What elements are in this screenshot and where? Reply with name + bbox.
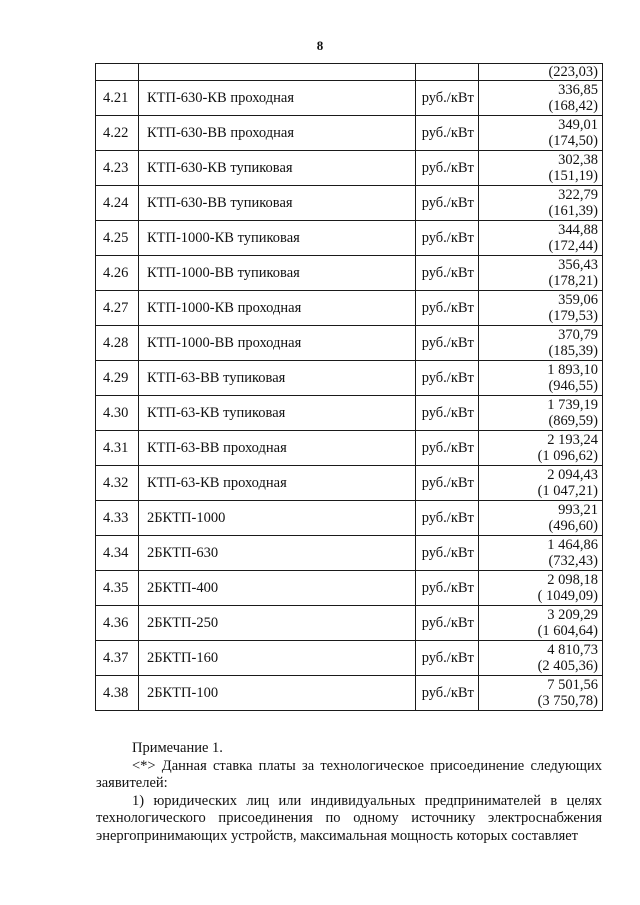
row-number: 4.23 bbox=[96, 151, 139, 186]
item-name: 2БКТП-400 bbox=[138, 571, 415, 606]
rate-subvalue: (174,50) bbox=[548, 133, 598, 149]
unit: руб./кВт bbox=[415, 151, 478, 186]
unit: руб./кВт bbox=[415, 501, 478, 536]
rate-subvalue: (168,42) bbox=[548, 98, 598, 114]
rate-cell bbox=[478, 431, 602, 466]
table-row bbox=[96, 536, 603, 571]
note-title: Примечание 1. bbox=[132, 740, 223, 756]
row-number: 4.36 bbox=[96, 606, 139, 641]
cell-empty bbox=[415, 64, 478, 81]
rate-cell bbox=[478, 326, 602, 361]
table-row bbox=[96, 116, 603, 151]
rate-value: 7 501,56 bbox=[547, 677, 598, 693]
rate-value: 1 739,19 bbox=[547, 397, 598, 413]
rate-cell bbox=[478, 151, 602, 186]
row-number: 4.34 bbox=[96, 536, 139, 571]
item-name: КТП-63-ВВ тупиковая bbox=[138, 361, 415, 396]
rate-cell bbox=[478, 221, 602, 256]
row-number: 4.27 bbox=[96, 291, 139, 326]
row-number: 4.24 bbox=[96, 186, 139, 221]
unit: руб./кВт bbox=[415, 466, 478, 501]
row-number: 4.21 bbox=[96, 81, 139, 116]
unit: руб./кВт bbox=[415, 361, 478, 396]
rate-subvalue: (1 604,64) bbox=[537, 623, 598, 639]
table-row bbox=[96, 676, 603, 711]
rate-cell bbox=[478, 501, 602, 536]
table-row bbox=[96, 606, 603, 641]
row-number: 4.28 bbox=[96, 326, 139, 361]
item-name: 2БКТП-630 bbox=[138, 536, 415, 571]
rate-cell bbox=[478, 676, 602, 711]
item-name: КТП-1000-ВВ проходная bbox=[138, 326, 415, 361]
continuation-value: (223,03) bbox=[478, 64, 602, 81]
rate-cell bbox=[478, 361, 602, 396]
rate-subvalue: (732,43) bbox=[548, 553, 598, 569]
row-number: 4.30 bbox=[96, 396, 139, 431]
unit: руб./кВт bbox=[415, 81, 478, 116]
rate-cell bbox=[478, 571, 602, 606]
unit: руб./кВт bbox=[415, 396, 478, 431]
item-name: КТП-630-ВВ проходная bbox=[138, 116, 415, 151]
rate-subvalue: (1 096,62) bbox=[537, 448, 598, 464]
item-name: 2БКТП-160 bbox=[138, 641, 415, 676]
unit: руб./кВт bbox=[415, 291, 478, 326]
rate-subvalue: (151,19) bbox=[548, 168, 598, 184]
row-number: 4.31 bbox=[96, 431, 139, 466]
rate-cell bbox=[478, 641, 602, 676]
item-name: 2БКТП-100 bbox=[138, 676, 415, 711]
rate-cell bbox=[478, 606, 602, 641]
unit: руб./кВт bbox=[415, 326, 478, 361]
table-row bbox=[96, 361, 603, 396]
note-paragraph: <*> Данная ставка платы за технологическое присоединение следующих заявителей: bbox=[96, 757, 602, 791]
rate-subvalue: (869,59) bbox=[548, 413, 598, 429]
tariff-table bbox=[95, 63, 603, 711]
rate-subvalue: (3 750,78) bbox=[537, 693, 598, 709]
note-paragraph: 1) юридических лиц или индивидуальных предпринимателей в целях технологического присоединения по одному источнику электроснабжения энергопринимающих устройств, максимальная мощность которых составляет bbox=[96, 792, 602, 844]
table-row bbox=[96, 431, 603, 466]
rate-value: 370,79 bbox=[558, 327, 598, 343]
item-name: КТП-1000-КВ проходная bbox=[138, 291, 415, 326]
rate-value: 1 893,10 bbox=[547, 362, 598, 378]
rate-cell bbox=[478, 291, 602, 326]
row-number: 4.38 bbox=[96, 676, 139, 711]
page-number: 8 bbox=[316, 38, 324, 53]
unit: руб./кВт bbox=[415, 256, 478, 291]
unit: руб./кВт bbox=[415, 536, 478, 571]
unit: руб./кВт bbox=[415, 186, 478, 221]
row-number: 4.22 bbox=[96, 116, 139, 151]
rate-value: 2 098,18 bbox=[547, 572, 598, 588]
table-row bbox=[96, 256, 603, 291]
rate-subvalue: (172,44) bbox=[548, 238, 598, 254]
row-number: 4.25 bbox=[96, 221, 139, 256]
item-name: 2БКТП-1000 bbox=[138, 501, 415, 536]
unit: руб./кВт bbox=[415, 431, 478, 466]
rate-value: 322,79 bbox=[558, 187, 598, 203]
table-row bbox=[96, 396, 603, 431]
rate-subvalue: (161,39) bbox=[548, 203, 598, 219]
row-number: 4.33 bbox=[96, 501, 139, 536]
table-row bbox=[96, 571, 603, 606]
rate-value: 4 810,73 bbox=[547, 642, 598, 658]
rate-cell bbox=[478, 256, 602, 291]
rate-cell bbox=[478, 396, 602, 431]
rate-value: 2 094,43 bbox=[547, 467, 598, 483]
row-number: 4.29 bbox=[96, 361, 139, 396]
rate-cell bbox=[478, 536, 602, 571]
rate-cell bbox=[478, 81, 602, 116]
rate-subvalue: (178,21) bbox=[548, 273, 598, 289]
item-name: КТП-630-КВ тупиковая bbox=[138, 151, 415, 186]
rate-value: 356,43 bbox=[558, 257, 598, 273]
rate-value: 359,06 bbox=[558, 292, 598, 308]
item-name: КТП-1000-КВ тупиковая bbox=[138, 221, 415, 256]
table-row bbox=[96, 221, 603, 256]
item-name: КТП-630-КВ проходная bbox=[138, 81, 415, 116]
item-name: КТП-63-ВВ проходная bbox=[138, 431, 415, 466]
cell-empty bbox=[96, 64, 139, 81]
item-name: КТП-1000-ВВ тупиковая bbox=[138, 256, 415, 291]
rate-subvalue: ( 1049,09) bbox=[537, 588, 598, 604]
rate-value: 3 209,29 bbox=[547, 607, 598, 623]
rate-value: 344,88 bbox=[558, 222, 598, 238]
rate-cell bbox=[478, 116, 602, 151]
rate-subvalue: (496,60) bbox=[548, 518, 598, 534]
table-row bbox=[96, 466, 603, 501]
unit: руб./кВт bbox=[415, 116, 478, 151]
rate-subvalue: (1 047,21) bbox=[537, 483, 598, 499]
item-name: КТП-63-КВ проходная bbox=[138, 466, 415, 501]
item-name: 2БКТП-250 bbox=[138, 606, 415, 641]
table-row bbox=[96, 501, 603, 536]
rate-value: 1 464,86 bbox=[547, 537, 598, 553]
unit: руб./кВт bbox=[415, 221, 478, 256]
note-block bbox=[96, 740, 602, 845]
table-row bbox=[96, 81, 603, 116]
unit: руб./кВт bbox=[415, 676, 478, 711]
table-body bbox=[96, 64, 603, 711]
rate-subvalue: (179,53) bbox=[548, 308, 598, 324]
unit: руб./кВт bbox=[415, 606, 478, 641]
rate-value: 993,21 bbox=[558, 502, 598, 518]
row-number: 4.37 bbox=[96, 641, 139, 676]
cell-empty bbox=[138, 64, 415, 81]
rate-value: 349,01 bbox=[558, 117, 598, 133]
rate-subvalue: (946,55) bbox=[548, 378, 598, 394]
row-number: 4.35 bbox=[96, 571, 139, 606]
rate-subvalue: (2 405,36) bbox=[537, 658, 598, 674]
unit: руб./кВт bbox=[415, 571, 478, 606]
table-row bbox=[96, 326, 603, 361]
row-number: 4.26 bbox=[96, 256, 139, 291]
item-name: КТП-63-КВ тупиковая bbox=[138, 396, 415, 431]
table-row bbox=[96, 641, 603, 676]
rate-cell bbox=[478, 466, 602, 501]
unit: руб./кВт bbox=[415, 641, 478, 676]
table-row bbox=[96, 186, 603, 221]
table-row bbox=[96, 151, 603, 186]
rate-value: 302,38 bbox=[558, 152, 598, 168]
table-row bbox=[96, 291, 603, 326]
rate-value: 336,85 bbox=[558, 82, 598, 98]
rate-cell bbox=[478, 186, 602, 221]
continuation-row bbox=[96, 64, 603, 81]
row-number: 4.32 bbox=[96, 466, 139, 501]
rate-subvalue: (185,39) bbox=[548, 343, 598, 359]
item-name: КТП-630-ВВ тупиковая bbox=[138, 186, 415, 221]
rate-value: 2 193,24 bbox=[547, 432, 598, 448]
